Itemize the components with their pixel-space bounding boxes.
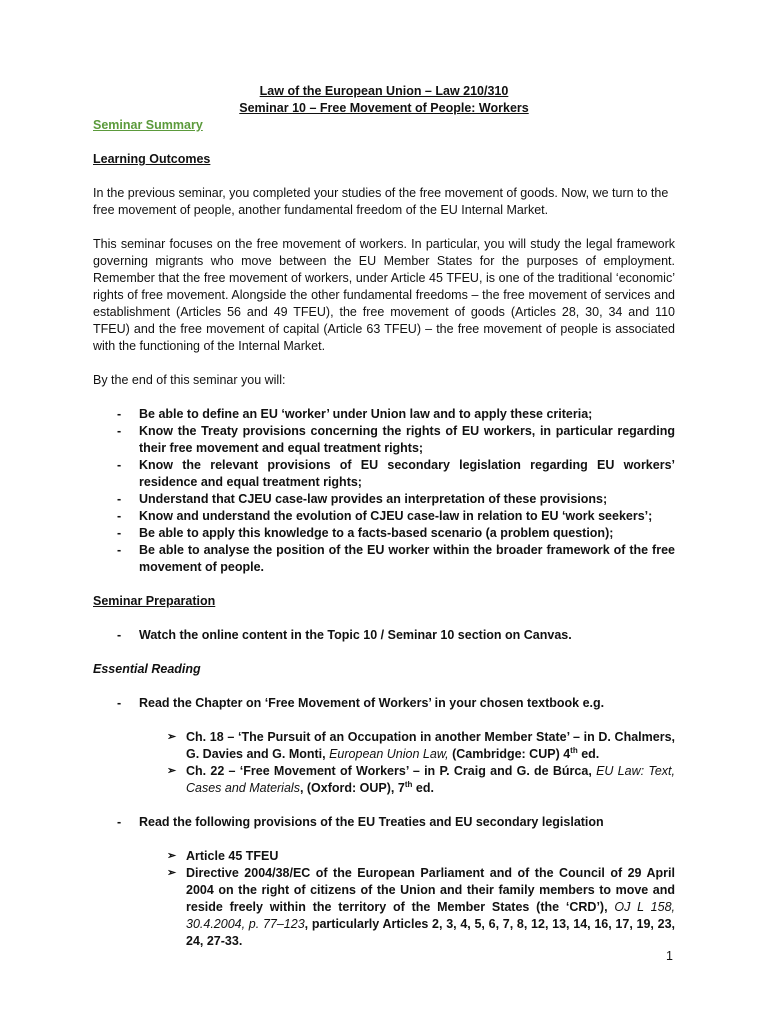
list-item: ➢ Article 45 TFEU bbox=[167, 849, 279, 863]
seminar-title: Seminar 10 – Free Movement of People: Workers bbox=[239, 101, 529, 115]
page-number: 1 bbox=[666, 949, 673, 963]
arrow-bullet-icon: ➢ bbox=[167, 850, 177, 862]
seminar-summary-heading: Seminar Summary bbox=[93, 118, 203, 132]
dash-bullet: - bbox=[117, 492, 122, 506]
list-item: ➢ Ch. 22 – ‘Free Movement of Workers’ – in P. Craig and G. de Búrca, EU Law: Text, Cases and Materials, (Oxford: OUP), 7th ed. bbox=[167, 764, 675, 795]
list-item: - Understand that CJEU case-law provides an interpretation of these provisions; bbox=[117, 492, 608, 506]
seminar-preparation-heading: Seminar Preparation bbox=[93, 594, 216, 608]
focus-paragraph: This seminar focuses on the free movement of workers. In particular, you will study the legal framework governing migrants who move between the EU Member States for the purposes of employment. Remember that the free movement of workers, under Article 45 TFEU, is one of the traditional ‘economic’ rights of free movement. Alongside the other fundamental freedoms – the free movement of services and establishment (Articles 56 and 49 TFEU), the free movement of goods (Articles 28, 30, 34 and 110 TFEU) and the free movement of capital (Article 63 TFEU) – the free movement of people is associated with the functioning of the Internal Market. bbox=[93, 237, 675, 353]
arrow-bullet-icon: ➢ bbox=[167, 765, 177, 777]
list-item: - Know the Treaty provisions concerning the rights of EU workers, in particular regarding their free movement and equal treatment rights; bbox=[117, 424, 675, 455]
essential-reading-heading: Essential Reading bbox=[93, 662, 201, 676]
provisions-reading-list bbox=[93, 814, 675, 831]
course-title: Law of the European Union – Law 210/310 bbox=[259, 84, 509, 98]
list-item: - Be able to apply this knowledge to a facts-based scenario (a problem question); bbox=[117, 526, 614, 540]
provisions-list bbox=[93, 848, 675, 950]
dash-bullet: - bbox=[117, 526, 122, 540]
dash-bullet: - bbox=[117, 815, 122, 829]
dash-bullet: - bbox=[117, 543, 122, 557]
list-item: ➢ Ch. 18 – ‘The Pursuit of an Occupation in another Member State’ – in D. Chalmers, G. Davies and G. Monti, European Union Law, (Cambridge: CUP) 4th ed. bbox=[167, 730, 675, 761]
dash-bullet: - bbox=[117, 628, 122, 642]
dash-bullet: - bbox=[117, 696, 122, 710]
list-item: - Know the relevant provisions of EU secondary legislation regarding EU workers’ residence and equal treatment rights; bbox=[117, 458, 675, 489]
document-body bbox=[93, 83, 675, 950]
arrow-bullet-icon: ➢ bbox=[167, 867, 177, 879]
dash-bullet: - bbox=[117, 509, 122, 523]
outcomes-list bbox=[93, 406, 675, 576]
dash-bullet: - bbox=[117, 407, 122, 421]
learning-outcomes-heading: Learning Outcomes bbox=[93, 152, 211, 166]
list-item: - Watch the online content in the Topic 10 / Seminar 10 section on Canvas. bbox=[117, 628, 572, 642]
list-item: - Be able to define an EU ‘worker’ under Union law and to apply these criteria; bbox=[117, 407, 593, 421]
list-item: - Be able to analyse the position of the EU worker within the broader framework of the free movement of people. bbox=[117, 543, 675, 574]
textbook-list bbox=[93, 729, 675, 797]
intro-paragraph: In the previous seminar, you completed your studies of the free movement of goods. Now, we turn to the free movement of people, another fundamental freedom of the EU Internal Market. bbox=[93, 186, 669, 217]
dash-bullet: - bbox=[117, 458, 122, 472]
list-item: - Read the Chapter on ‘Free Movement of Workers’ in your chosen textbook e.g. bbox=[117, 696, 605, 710]
chapter-reading-list bbox=[93, 695, 675, 712]
arrow-bullet-icon: ➢ bbox=[167, 731, 177, 743]
list-item: - Know and understand the evolution of CJEU case-law in relation to EU ‘work seekers’; bbox=[117, 509, 653, 523]
list-item: - Read the following provisions of the EU Treaties and EU secondary legislation bbox=[117, 815, 604, 829]
dash-bullet: - bbox=[117, 424, 122, 438]
preparation-list bbox=[93, 627, 675, 644]
outcomes-intro: By the end of this seminar you will: bbox=[93, 373, 286, 387]
list-item: ➢ Directive 2004/38/EC of the European Parliament and of the Council of 29 April 2004 on the right of citizens of the Union and their family members to move and reside freely within the territory of the Member States (the ‘CRD’), OJ L 158, 30.4.2004, p. 77–123, particularly Articles 2, 3, 4, 5, 6, 7, 8, 12, 13, 14, 16, 17, 19, 23, 24, 27-33. bbox=[167, 866, 675, 948]
